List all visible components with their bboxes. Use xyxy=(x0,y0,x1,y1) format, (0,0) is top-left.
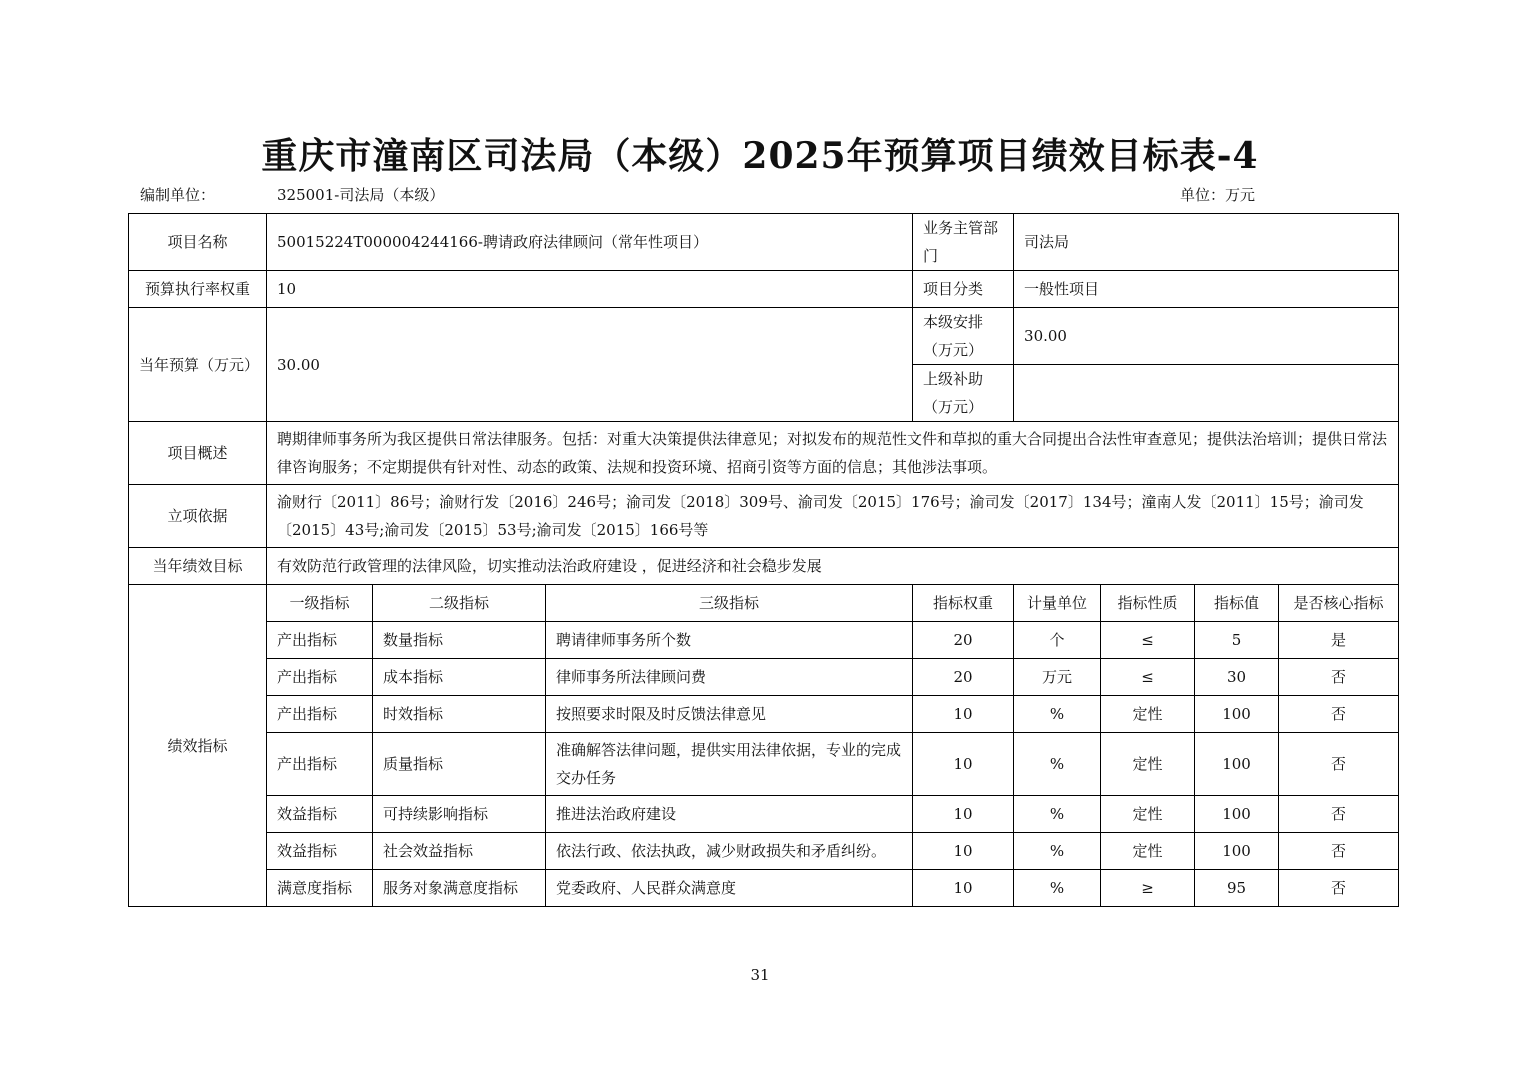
row-budget xyxy=(129,308,1399,365)
budget: 30.00 xyxy=(267,308,913,422)
category: 一般性项目 xyxy=(1014,271,1399,308)
nature-value: ≤ xyxy=(1101,622,1195,659)
nature-value: ≤ xyxy=(1101,659,1195,696)
unit-value: 个 xyxy=(1014,622,1101,659)
label-goal: 当年绩效目标 xyxy=(129,548,267,585)
row-overview xyxy=(129,422,1399,485)
table-row xyxy=(129,659,1399,696)
nature-value: 定性 xyxy=(1101,733,1195,796)
core-value: 否 xyxy=(1279,833,1399,870)
label-project-name: 项目名称 xyxy=(129,214,267,271)
nature-value: 定性 xyxy=(1101,833,1195,870)
performance-table xyxy=(128,213,1399,907)
target-value: 100 xyxy=(1195,796,1279,833)
label-perf: 绩效指标 xyxy=(129,585,267,907)
level2: 成本指标 xyxy=(373,659,546,696)
level1: 满意度指标 xyxy=(267,870,373,907)
label-dept: 业务主管部门 xyxy=(913,214,1014,271)
nature-value: 定性 xyxy=(1101,796,1195,833)
target-value: 95 xyxy=(1195,870,1279,907)
label-weight: 预算执行率权重 xyxy=(129,271,267,308)
target-value: 100 xyxy=(1195,833,1279,870)
level3: 按照要求时限及时反馈法律意见 xyxy=(546,696,913,733)
weight: 10 xyxy=(267,271,913,308)
page-number: 31 xyxy=(750,966,770,984)
currency-unit: 单位：万元 xyxy=(1180,186,1256,204)
row-weight xyxy=(129,271,1399,308)
row-goal xyxy=(129,548,1399,585)
unit-value: % xyxy=(1014,796,1101,833)
level2: 社会效益指标 xyxy=(373,833,546,870)
nature-value: ≥ xyxy=(1101,870,1195,907)
unit-label: 编制单位： xyxy=(140,186,216,204)
level1: 产出指标 xyxy=(267,622,373,659)
level3: 聘请律师事务所个数 xyxy=(546,622,913,659)
unit-value: 325001-司法局（本级） xyxy=(277,186,445,204)
unit-value: 万元 xyxy=(1014,659,1101,696)
weight-value: 10 xyxy=(913,833,1014,870)
table-row xyxy=(129,622,1399,659)
level2: 时效指标 xyxy=(373,696,546,733)
level2: 数量指标 xyxy=(373,622,546,659)
weight-value: 20 xyxy=(913,622,1014,659)
nature-value: 定性 xyxy=(1101,696,1195,733)
level3: 律师事务所法律顾问费 xyxy=(546,659,913,696)
unit-value: % xyxy=(1014,870,1101,907)
header-level1: 一级指标 xyxy=(267,585,373,622)
subsidy xyxy=(1014,365,1399,422)
label-subsidy: 上级补助（万元） xyxy=(913,365,1014,422)
level1: 产出指标 xyxy=(267,696,373,733)
level2: 服务对象满意度指标 xyxy=(373,870,546,907)
weight-value: 10 xyxy=(913,733,1014,796)
header-value: 指标值 xyxy=(1195,585,1279,622)
perf-header-row xyxy=(129,585,1399,622)
core-value: 否 xyxy=(1279,796,1399,833)
level3: 依法行政、依法执政，减少财政损失和矛盾纠纷。 xyxy=(546,833,913,870)
label-basis: 立项依据 xyxy=(129,485,267,548)
basis: 渝财行〔2011〕86号；渝财行发〔2016〕246号；渝司发〔2018〕309号、渝司发〔2015〕176号；渝司发〔2017〕134号；潼南人发〔2011〕15号；渝司发〔2015〕43号;渝司发〔2015〕53号;渝司发〔2015〕166号等 xyxy=(267,485,1399,548)
level3: 党委政府、人民群众满意度 xyxy=(546,870,913,907)
table-row xyxy=(129,870,1399,907)
weight-value: 10 xyxy=(913,696,1014,733)
label-local: 本级安排（万元） xyxy=(913,308,1014,365)
level1: 产出指标 xyxy=(267,733,373,796)
overview: 聘期律师事务所为我区提供日常法律服务。包括：对重大决策提供法律意见；对拟发布的规范性文件和草拟的重大合同提出合法性审查意见；提供法治培训；提供日常法律咨询服务；不定期提供有针对性、动态的政策、法规和投资环境、招商引资等方面的信息；其他涉法事项。 xyxy=(267,422,1399,485)
target-value: 100 xyxy=(1195,733,1279,796)
row-basis xyxy=(129,485,1399,548)
dept: 司法局 xyxy=(1014,214,1399,271)
unit-value: % xyxy=(1014,833,1101,870)
core-value: 否 xyxy=(1279,733,1399,796)
table-row xyxy=(129,833,1399,870)
project-name: 50015224T000004244166-聘请政府法律顾问（常年性项目） xyxy=(267,214,913,271)
level3: 准确解答法律问题，提供实用法律依据，专业的完成交办任务 xyxy=(546,733,913,796)
header-level3: 三级指标 xyxy=(546,585,913,622)
row-project-name xyxy=(129,214,1399,271)
core-value: 否 xyxy=(1279,696,1399,733)
weight-value: 20 xyxy=(913,659,1014,696)
target-value: 30 xyxy=(1195,659,1279,696)
level1: 产出指标 xyxy=(267,659,373,696)
label-budget: 当年预算（万元） xyxy=(129,308,267,422)
table-row xyxy=(129,733,1399,796)
unit-value: % xyxy=(1014,733,1101,796)
level2: 可持续影响指标 xyxy=(373,796,546,833)
weight-value: 10 xyxy=(913,870,1014,907)
core-value: 是 xyxy=(1279,622,1399,659)
level1: 效益指标 xyxy=(267,833,373,870)
header-unit: 计量单位 xyxy=(1014,585,1101,622)
header-level2: 二级指标 xyxy=(373,585,546,622)
unit-value: % xyxy=(1014,696,1101,733)
weight-value: 10 xyxy=(913,796,1014,833)
table-row xyxy=(129,796,1399,833)
header-nature: 指标性质 xyxy=(1101,585,1195,622)
label-category: 项目分类 xyxy=(913,271,1014,308)
table-row xyxy=(129,696,1399,733)
label-overview: 项目概述 xyxy=(129,422,267,485)
level3: 推进法治政府建设 xyxy=(546,796,913,833)
page-title: 重庆市潼南区司法局（本级）2025年预算项目绩效目标表-4 xyxy=(261,135,1259,177)
core-value: 否 xyxy=(1279,659,1399,696)
level1: 效益指标 xyxy=(267,796,373,833)
header-core: 是否核心指标 xyxy=(1279,585,1399,622)
target-value: 5 xyxy=(1195,622,1279,659)
target-value: 100 xyxy=(1195,696,1279,733)
level2: 质量指标 xyxy=(373,733,546,796)
local: 30.00 xyxy=(1014,308,1399,365)
goal: 有效防范行政管理的法律风险，切实推动法治政府建设 ，促进经济和社会稳步发展 xyxy=(267,548,1399,585)
core-value: 否 xyxy=(1279,870,1399,907)
header-weight: 指标权重 xyxy=(913,585,1014,622)
